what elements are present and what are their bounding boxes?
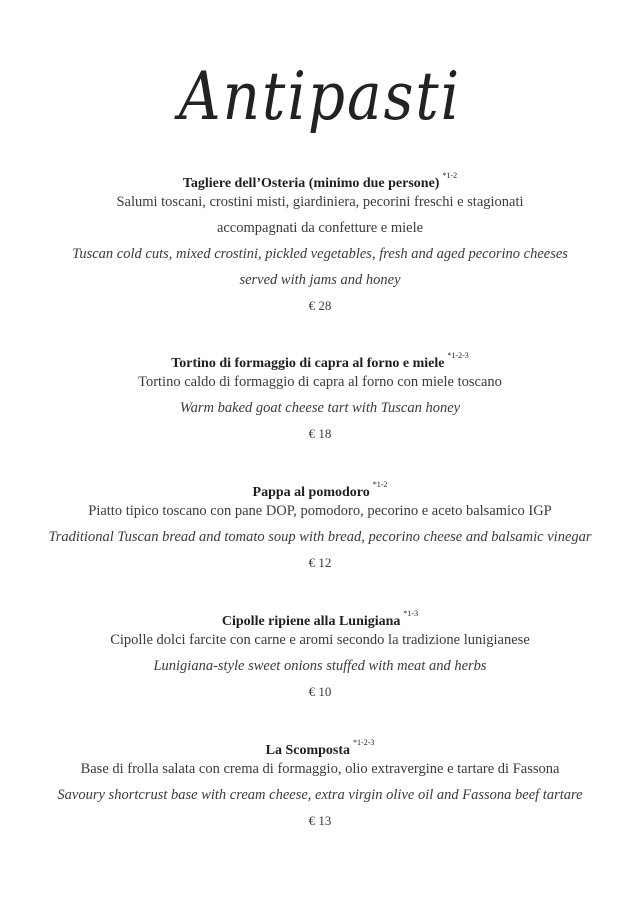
menu-item	[0, 730, 640, 834]
allergen-note: *1-2	[372, 480, 388, 489]
item-description-en: Traditional Tuscan bread and tomato soup with bread, pecorino cheese and balsamic vinegar	[48, 529, 592, 545]
item-description-it: Salumi toscani, crostini misti, giardiniera, pecorini freschi e stagionati	[116, 194, 524, 210]
item-name: La Scomposta	[265, 743, 351, 758]
item-name: Tortino di formaggio di capra al forno e miele	[171, 356, 445, 371]
menu-item	[0, 472, 640, 576]
item-price: € 13	[308, 813, 332, 828]
item-price: € 28	[308, 298, 332, 313]
item-description-en: served with jams and honey	[239, 272, 401, 288]
item-description-it: Cipolle dolci farcite con carne e aromi secondo la tradizione lunigianese	[110, 632, 530, 648]
allergen-note: *1-2-3	[447, 351, 469, 360]
section-title: Antipasti	[178, 56, 462, 136]
menu-item	[0, 163, 640, 319]
item-description-en: Warm baked goat cheese tart with Tuscan honey	[179, 400, 461, 416]
item-price: € 18	[308, 426, 332, 441]
menu-item	[0, 343, 640, 447]
item-description-en: Lunigiana-style sweet onions stuffed with meat and herbs	[153, 658, 487, 674]
allergen-note: *1-2	[442, 171, 458, 180]
allergen-note: *1-3	[403, 609, 419, 618]
item-price: € 12	[308, 555, 332, 570]
item-description-it: accompagnati da confetture e miele	[216, 220, 424, 236]
item-description-it: Tortino caldo di formaggio di capra al forno con miele toscano	[138, 374, 502, 390]
item-description-it: Base di frolla salata con crema di formaggio, olio extravergine e tartare di Fassona	[80, 761, 560, 777]
item-name: Cipolle ripiene alla Lunigiana	[221, 614, 401, 629]
item-price: € 10	[308, 684, 332, 699]
allergen-note: *1-2-3	[353, 738, 375, 747]
item-description-en: Tuscan cold cuts, mixed crostini, pickled vegetables, fresh and aged pecorino cheeses	[72, 246, 568, 262]
item-name: Pappa al pomodoro	[252, 485, 370, 500]
item-description-it: Piatto tipico toscano con pane DOP, pomodoro, pecorino e aceto balsamico IGP	[88, 503, 552, 519]
menu-item	[0, 601, 640, 705]
item-description-en: Savoury shortcrust base with cream cheese, extra virgin olive oil and Fassona beef tartare	[57, 787, 583, 803]
item-name: Tagliere dell’Osteria (minimo due persone)	[182, 176, 440, 191]
